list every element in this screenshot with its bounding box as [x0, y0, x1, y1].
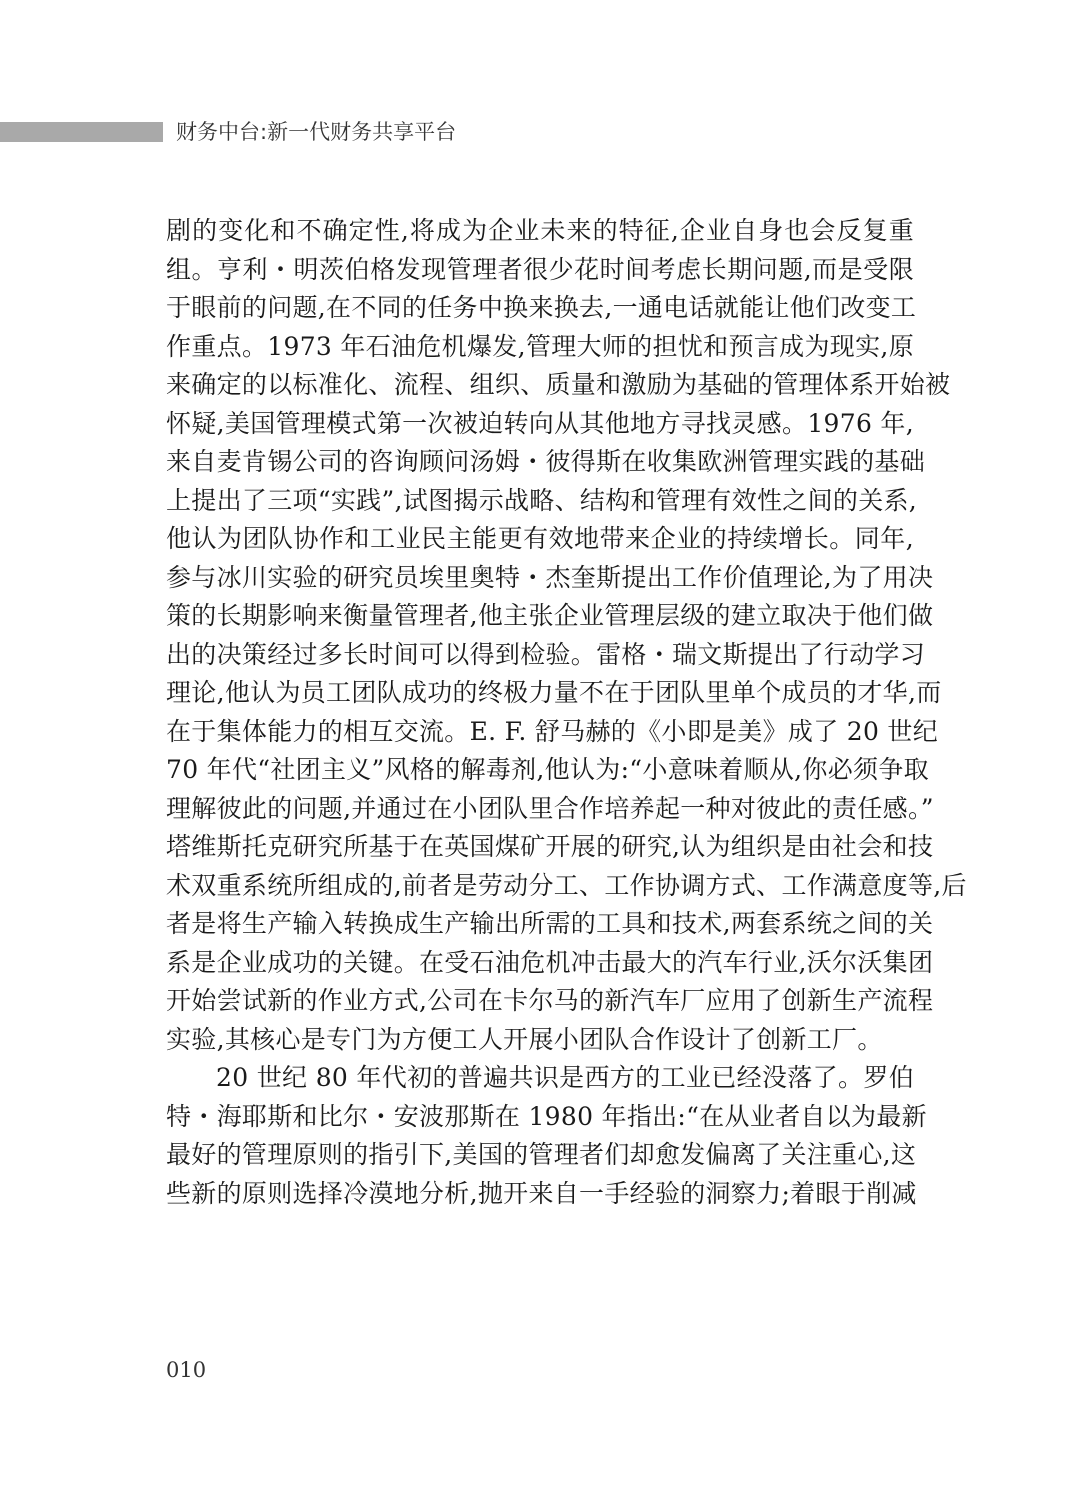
- text-line: 70 年代“社团主义”风格的解毒剂,他认为:“小意味着顺从,你必须争取: [166, 755, 929, 784]
- text-line: 者是将生产输入转换成生产输出所需的工具和技术,两套系统之间的关: [166, 909, 934, 938]
- text-line: 怀疑,美国管理模式第一次被迫转向从其他地方寻找灵感。1976 年,: [166, 408, 914, 438]
- text-line: 他认为团队协作和工业民主能更有效地带来企业的持续增长。同年,: [166, 524, 914, 553]
- text-line: 来确定的以标准化、流程、组织、质量和激励为基础的管理体系开始被: [166, 370, 951, 399]
- text-line: 理解彼此的问题,并通过在小团队里合作培养起一种对彼此的责任感。”: [166, 793, 934, 823]
- header-bar: [0, 122, 163, 142]
- text-line: 系是企业成功的关键。在受石油危机冲击最大的汽车行业,沃尔沃集团: [166, 947, 934, 977]
- running-header-title: 财务中台:新一代财务共享平台: [176, 120, 457, 144]
- body-text: [166, 212, 967, 1213]
- text-line: 剧的变化和不确定性,将成为企业未来的特征,企业自身也会反复重: [166, 216, 914, 245]
- text-line: 理论,他认为员工团队成功的终极力量不在于团队里单个成员的才华,而: [166, 678, 942, 707]
- text-line: 组。亨利・明茨伯格发现管理者很少花时间考虑长期问题,而是受限: [166, 254, 914, 284]
- text-line: 作重点。1973 年石油危机爆发,管理大师的担忧和预言成为现实,原: [166, 331, 914, 361]
- text-line-paragraph-end: 实验,其核心是专门为方便工人开展小团队合作设计了创新工厂。: [166, 1024, 883, 1054]
- text-line: 术双重系统所组成的,前者是劳动分工、工作协调方式、工作满意度等,后: [166, 870, 967, 900]
- page-number: 010: [166, 1358, 207, 1382]
- text-line: 于眼前的问题,在不同的任务中换来换去,一通电话就能让他们改变工: [166, 293, 917, 322]
- text-line: 在于集体能力的相互交流。E. F. 舒马赫的《小即是美》成了 20 世纪: [166, 716, 938, 746]
- text-line: 特・海耶斯和比尔・安波那斯在 1980 年指出:“在从业者自以为最新: [166, 1101, 927, 1131]
- text-line: 策的长期影响来衡量管理者,他主张企业管理层级的建立取决于他们做: [166, 601, 934, 630]
- text-line: 些新的原则选择冷漠地分析,抛开来自一手经验的洞察力;着眼于削减: [166, 1178, 917, 1208]
- text-line: 最好的管理原则的指引下,美国的管理者们却愈发偏离了关注重心,这: [166, 1140, 917, 1169]
- text-line: 塔维斯托克研究所基于在英国煤矿开展的研究,认为组织是由社会和技: [166, 832, 934, 861]
- text-line: 来自麦肯锡公司的咨询顾问汤姆・彼得斯在收集欧洲管理实践的基础: [166, 447, 926, 476]
- text-line: 参与冰川实验的研究员埃里奥特・杰奎斯提出工作价值理论,为了用决: [166, 562, 934, 592]
- text-line-paragraph-start: 20 世纪 80 年代初的普遍共识是西方的工业已经没落了。罗伯: [216, 1063, 914, 1092]
- text-line: 上提出了三项“实践”,试图揭示战略、结构和管理有效性之间的关系,: [166, 485, 918, 515]
- text-line: 开始尝试新的作业方式,公司在卡尔马的新汽车厂应用了创新生产流程: [166, 986, 934, 1015]
- text-line: 出的决策经过多长时间可以得到检验。雷格・瑞文斯提出了行动学习: [166, 639, 926, 669]
